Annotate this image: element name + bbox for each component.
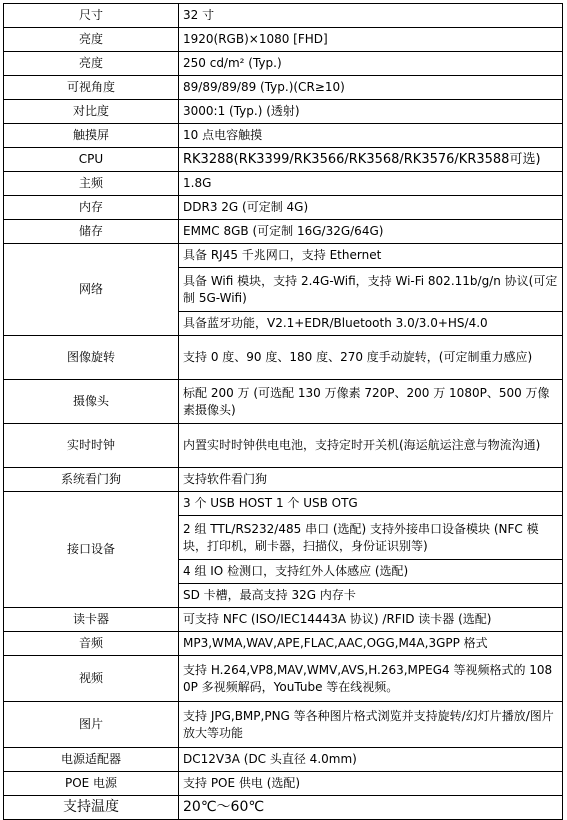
row-label: 网络 bbox=[4, 244, 179, 336]
row-label: 视频 bbox=[4, 656, 179, 702]
row-label: 对比度 bbox=[4, 100, 179, 124]
spec-table bbox=[3, 3, 563, 820]
row-value: 1920(RGB)×1080 [FHD] bbox=[179, 28, 563, 52]
row-value: 支持 POE 供电 (选配) bbox=[179, 772, 563, 796]
table-row bbox=[4, 468, 563, 492]
table-row bbox=[4, 380, 563, 424]
table-row bbox=[4, 28, 563, 52]
table-row bbox=[4, 492, 563, 516]
row-label: 尺寸 bbox=[4, 4, 179, 28]
row-label: 摄像头 bbox=[4, 380, 179, 424]
row-label: CPU bbox=[4, 148, 179, 172]
row-value: 4 组 IO 检测口，支持红外人体感应 (选配) bbox=[179, 560, 563, 584]
row-value: RK3288(RK3399/RK3566/RK3568/RK3576/KR3588可选) bbox=[179, 148, 563, 172]
row-label: 实时时钟 bbox=[4, 424, 179, 468]
table-row bbox=[4, 796, 563, 820]
row-label: 音频 bbox=[4, 632, 179, 656]
table-row bbox=[4, 702, 563, 748]
table-row bbox=[4, 196, 563, 220]
row-label: 电源适配器 bbox=[4, 748, 179, 772]
row-value: 支持 H.264,VP8,MAV,WMV,AVS,H.263,MPEG4 等视频格式的 1080P 多视频解码，YouTube 等在线视频。 bbox=[179, 656, 563, 702]
table-row bbox=[4, 100, 563, 124]
row-value: 2 组 TTL/RS232/485 串口 (选配) 支持外接串口设备模块 (NFC 模块，打印机，刷卡器，扫描仪，身份证识别等) bbox=[179, 516, 563, 560]
row-value: DDR3 2G (可定制 4G) bbox=[179, 196, 563, 220]
row-label: 支持温度 bbox=[4, 796, 179, 820]
table-row bbox=[4, 336, 563, 380]
row-value: 支持 0 度、90 度、180 度、270 度手动旋转，(可定制重力感应) bbox=[179, 336, 563, 380]
row-value: 内置实时时钟供电电池，支持定时开关机(海运航运注意与物流沟通) bbox=[179, 424, 563, 468]
table-row bbox=[4, 608, 563, 632]
row-label: 图片 bbox=[4, 702, 179, 748]
row-value: 支持软件看门狗 bbox=[179, 468, 563, 492]
table-row bbox=[4, 632, 563, 656]
table-row bbox=[4, 772, 563, 796]
row-value: 1.8G bbox=[179, 172, 563, 196]
row-value: 具备蓝牙功能，V2.1+EDR/Bluetooth 3.0/3.0+HS/4.0 bbox=[179, 312, 563, 336]
table-row bbox=[4, 124, 563, 148]
row-value: DC12V3A (DC 头直径 4.0mm) bbox=[179, 748, 563, 772]
row-label: 亮度 bbox=[4, 52, 179, 76]
row-value: 标配 200 万 (可选配 130 万像素 720P、200 万 1080P、500 万像素摄像头) bbox=[179, 380, 563, 424]
row-value: 250 cd/m² (Typ.) bbox=[179, 52, 563, 76]
row-value: MP3,WMA,WAV,APE,FLAC,AAC,OGG,M4A,3GPP 格式 bbox=[179, 632, 563, 656]
row-value: 3 个 USB HOST 1 个 USB OTG bbox=[179, 492, 563, 516]
row-value: 3000:1 (Typ.) (透射) bbox=[179, 100, 563, 124]
row-label: 主频 bbox=[4, 172, 179, 196]
row-value: 具备 Wifi 模块，支持 2.4G-Wifi，支持 Wi-Fi 802.11b/g/n 协议(可定制 5G-Wifi) bbox=[179, 268, 563, 312]
row-label: 读卡器 bbox=[4, 608, 179, 632]
table-row bbox=[4, 424, 563, 468]
row-label: 触摸屏 bbox=[4, 124, 179, 148]
row-label: 亮度 bbox=[4, 28, 179, 52]
row-value: 20℃～60℃ bbox=[179, 796, 563, 820]
row-value: SD 卡槽，最高支持 32G 内存卡 bbox=[179, 584, 563, 608]
table-row bbox=[4, 52, 563, 76]
table-row bbox=[4, 4, 563, 28]
row-value: 89/89/89/89 (Typ.)(CR≥10) bbox=[179, 76, 563, 100]
row-value: 10 点电容触摸 bbox=[179, 124, 563, 148]
row-label: POE 电源 bbox=[4, 772, 179, 796]
table-row bbox=[4, 748, 563, 772]
row-value: 支持 JPG,BMP,PNG 等各种图片格式浏览并支持旋转/幻灯片播放/图片放大等功能 bbox=[179, 702, 563, 748]
table-row bbox=[4, 76, 563, 100]
row-label: 系统看门狗 bbox=[4, 468, 179, 492]
row-value: 具备 RJ45 千兆网口，支持 Ethernet bbox=[179, 244, 563, 268]
table-row bbox=[4, 220, 563, 244]
row-label: 可视角度 bbox=[4, 76, 179, 100]
row-value: EMMC 8GB (可定制 16G/32G/64G) bbox=[179, 220, 563, 244]
table-row bbox=[4, 148, 563, 172]
table-row bbox=[4, 656, 563, 702]
row-label: 储存 bbox=[4, 220, 179, 244]
row-label: 图像旋转 bbox=[4, 336, 179, 380]
row-label: 内存 bbox=[4, 196, 179, 220]
table-row bbox=[4, 172, 563, 196]
row-value: 32 寸 bbox=[179, 4, 563, 28]
row-value: 可支持 NFC (ISO/IEC14443A 协议) /RFID 读卡器 (选配) bbox=[179, 608, 563, 632]
row-label: 接口设备 bbox=[4, 492, 179, 608]
table-row bbox=[4, 244, 563, 268]
